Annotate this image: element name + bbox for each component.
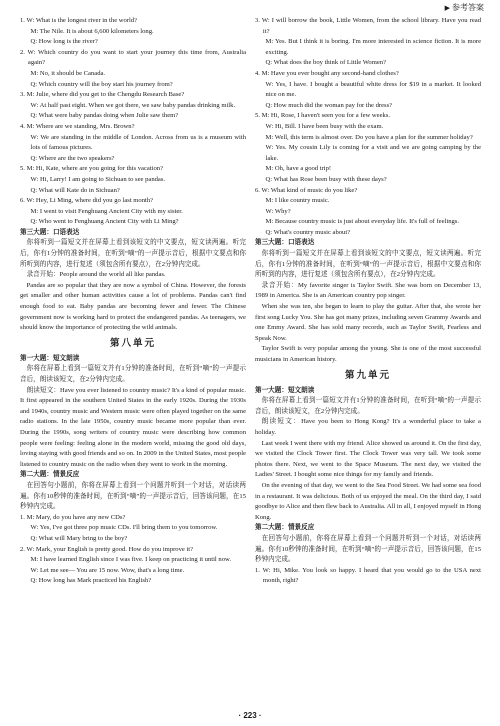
text-line: 5. M: Hi, Kate, where are you going for this vacation? — [20, 165, 164, 173]
text-line: 2. W: Mark, your English is pretty good. How do you improve it? — [20, 545, 194, 553]
text-line: W: Why? — [265, 207, 291, 215]
text-line: On the evening of that day, we went to the Sea Food Street. We had some sea food in a restaurant. It was delicious. Both of us enjoyed the meal. On the third day, I said goodbye to Alice and then flew back to Australia. All in all, I enjoyed myself in Hong Kong. — [255, 481, 481, 521]
text-line: 6. W: Hey, Li Ming, where did you go last month? — [20, 197, 154, 205]
text-line: When she was ten, she began to learn to play the guitar. After that, she wrote her first song Lucky You. She has got many prizes, including seven Grammy Awards and one Emmy Award. She has sold many records, such as Taylor Swift, Fearless and Speak Now. — [255, 303, 481, 342]
text-line: 3. W: I will borrow the book, Little Women, from the school library. Have you read it? — [255, 17, 481, 35]
text-line: 在回答句小题前，你将在屏幕上看到一个问题并听到一个对话，对话读两遍。你有10秒钟的准备时间，在听到“嘀”的一声提示音后，回答该问题，在15秒钟内完成。 — [255, 534, 481, 564]
text-line: Q: How much did the woman pay for the dress? — [265, 101, 393, 109]
unit-title: 第八单元 — [109, 338, 156, 349]
text-line: W: We are standing in the middle of London. Across from us is a museum with lots of famous pictures. — [30, 133, 246, 152]
unit-title: 第九单元 — [344, 370, 391, 381]
text-line: Q: How long is the river? — [30, 38, 98, 46]
text-line: 4. M: Have you ever bought any second-hand clothes? — [255, 69, 399, 77]
text-line: W: Let me see— You are 15 now. Wow, that's a long time. — [30, 566, 185, 574]
text-line: 你将听到一篇短文并在屏幕上看到该短文的中文要点，短文读两遍。听完后，你有1分钟的准备时间，在听到“嘀”的一声提示音后，根据中文要点和你所听到的内容，进行复述（须包含所有要点），在2分钟内完成。 — [20, 239, 246, 268]
text-line: M: Because country music is just about everyday life. It's full of feelings. — [265, 218, 460, 226]
text-line: 6. W: What kind of music do you like? — [255, 186, 358, 194]
right-column — [255, 16, 481, 587]
text-line: M: Yes. But I think it is boring. I'm more interested in science fiction. It is more exciting. — [265, 38, 481, 56]
text-line: Q: What has Rose been busy with these days? — [265, 175, 387, 183]
text-line: 你将听到一篇短文并在屏幕上看到该短文的中文要点，短文读两遍。听完后，你有1分钟的准备时间，在听到“嘀”的一声提示音后，根据中文要点和你所听到的内容，进行复述（须包含所有要点），在2分钟内完成。 — [255, 250, 481, 279]
text-line: Q: What's country music about? — [265, 228, 351, 236]
triangle-icon: ▶ — [444, 5, 450, 12]
section-heading: 第三大题：口语表达 — [255, 239, 315, 247]
header-reference — [445, 2, 484, 13]
text-line: Q: Which country will the boy start his journey from? — [30, 80, 173, 88]
text-line: 朗读短文：Have you been to Hong Kong? It's a wonderful place to take a holiday. — [255, 418, 481, 436]
text-line: M: Well, this term is almost over. Do you have a plan for the summer holiday? — [265, 133, 473, 141]
section-heading: 第一大题：短文朗读 — [20, 354, 80, 362]
text-line: Last week I went there with my friend. Alice showed us around it. On the first day, we visited the Clock Tower first. The Clock Tower was very tall. We took some photos there. Next, we went to the Space Museum. The next day, we visited the Ladies' Street. I bought some nice things for my family and friends. — [255, 439, 481, 479]
text-line: 1. W: Hi, Mike. You look so happy. I heard that you would go to the USA next month, right? — [255, 566, 481, 585]
text-line: W: Hi, Larry! I am going to Sichuan to see pandas. — [30, 175, 166, 183]
text-line: 1. M: Mary, do you have any new CDs? — [20, 513, 126, 521]
text-line: 1. W: What is the longest river in the world? — [20, 17, 138, 24]
text-line: 你将在屏幕上看到一篇短文并有1分钟的准备时间，在听到“嘀”的一声提示音后，朗读该短文，在2分钟内完成。 — [20, 365, 246, 383]
section-heading: 第二大题：情景反应 — [20, 471, 80, 479]
text-line: W: Yes, I have. I bought a beautiful white dress for $19 in a market. It looked nice on me. — [265, 80, 481, 99]
text-line: W: At half past eight. When we got there, we saw baby pandas drinking milk. — [30, 101, 236, 109]
page-number: · 223 · — [238, 711, 262, 720]
section-heading: 第二大题：情景反应 — [255, 524, 315, 532]
text-line: Q: What will Kate do in Sichuan? — [30, 186, 120, 194]
text-line: M: Oh, have a good trip! — [265, 165, 332, 173]
section-heading: 第三大题：口语表达 — [20, 228, 80, 236]
text-line: 在回答句小题前，你将在屏幕上看到一个问题并听到一个对话，对话读两遍。你有10秒钟的准备时间，在听到“嘀”的一声提示音后，回答该问题，在15秒钟内完成。 — [20, 481, 246, 511]
text-line: M: I like country music. — [265, 197, 330, 205]
text-line: Pandas are so popular that they are now a symbol of China. However, the forests get smaller and other human activities cause a lot of problems. Pandas can't find enough food to eat. Baby pandas are becoming fewer and fewer. The Chinese government now is working hard to protect the endangered pandas. As teenagers, we should know the importance of protecting the wild animals. — [20, 281, 246, 332]
text-line: 3. M: Julie, where did you get to the Chengdu Research Base? — [20, 91, 185, 99]
text-line: W: Yes. My cousin Lily is coming for a visit and we are going camping by the lake. — [265, 144, 481, 162]
header-label: 参考答案 — [452, 3, 484, 12]
text-line: M: I have learned English since I was five. I keep on practicing it until now. — [30, 556, 231, 564]
left-column — [20, 16, 246, 587]
text-line: 录音开始：My favorite singer is Taylor Swift. She was born on December 13, 1989 in America. She is an American country pop singer. — [255, 281, 481, 300]
text-line: W: Yes, I've got three pop music CDs. I'll bring them to you tomorrow. — [30, 524, 218, 532]
text-line: 4. M: Where are we standing, Mrs. Brown? — [20, 122, 135, 130]
section-heading: 第一大题：短文朗读 — [255, 386, 315, 394]
text-line: 你将在屏幕上看到一篇短文并有1分钟的准备时间，在听到“嘀”的一声提示音后，朗读该短文，在2分钟内完成。 — [255, 397, 481, 415]
text-line: M: No, it should be Canada. — [30, 69, 106, 77]
text-line: 5. M: Hi, Rose, I haven't seen you for a few weeks. — [255, 112, 391, 120]
text-line: Q: Who went to Fenghuang Ancient City with Li Ming? — [30, 218, 179, 226]
text-line: Q: Where are the two speakers? — [30, 154, 115, 162]
text-line: 录音开始：People around the world all like pandas. — [26, 271, 166, 279]
text-line: Q: What does the boy think of Little Women? — [265, 59, 387, 67]
text-line: W: Hi, Bill. I have been busy with the exam. — [265, 122, 384, 130]
text-line: Q: What will Mary bring to the boy? — [30, 534, 128, 542]
text-line: 2. W: Which country do you want to start your journey this time from, Australia again? — [20, 48, 246, 67]
text-line: M: I went to visit Fenghuang Ancient City with my sister. — [30, 207, 183, 215]
text-line: M: The Nile. It is about 6,600 kilometers long. — [30, 27, 154, 35]
text-line: Taylor Swift is very popular among the young. She is one of the most successful musicians in American history. — [255, 345, 481, 363]
text-line: Q: What were baby pandas doing when Julie saw them? — [30, 112, 179, 120]
text-line: Q: How long has Mark practiced his English? — [30, 577, 152, 585]
text-line: 朗读短文：Have you ever listened to country music? It's a kind of popular music. It first appeared in the southern United States in the early 1920s. During the 1930s and 1940s, country music and Western music were often played together on the same radio stations. In the late 1950s, country music became more popular than ever. During the 1990s, song writers of country music were describing how common people were feeling: feeling alone in the modern world, missing the good old days, loving staying with good friends and so on. In 2009 in the United States, most people listened to country music on the radio when they went to work in the morning. — [20, 386, 246, 468]
